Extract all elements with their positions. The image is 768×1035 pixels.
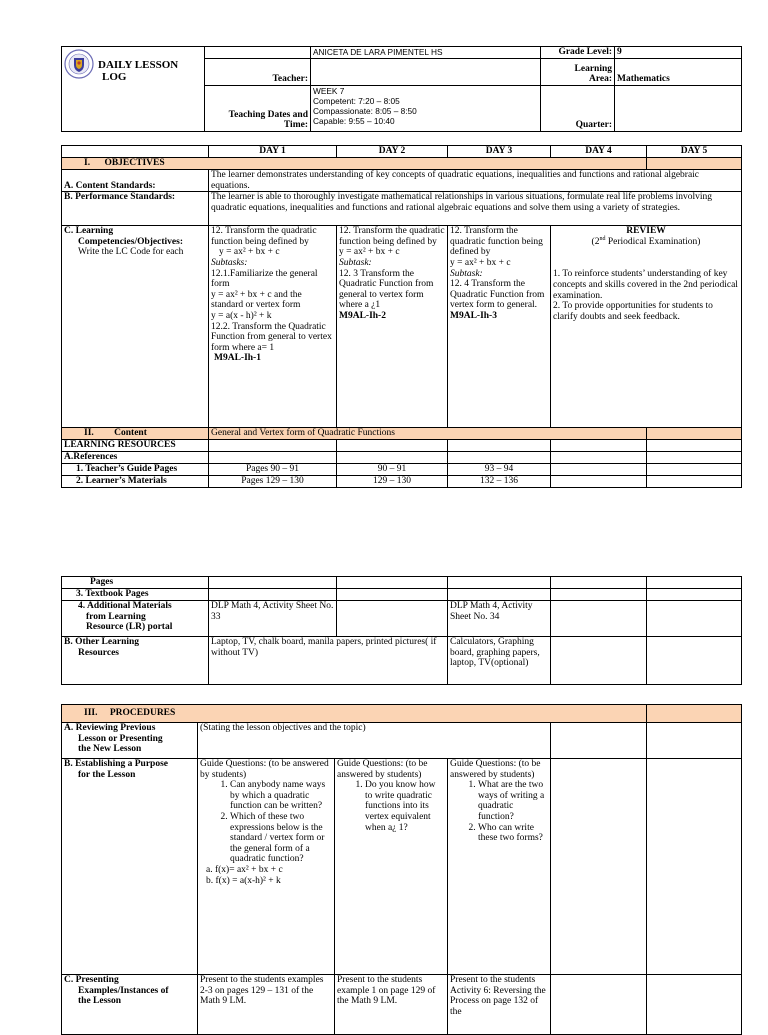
teaching-dates-label: Teaching Dates and Time:	[205, 86, 311, 132]
quarter-value	[615, 86, 742, 132]
lc-code-day1: M9AL-Ih-1	[214, 353, 261, 364]
other-resources-label: B. Other Learning Resources	[62, 637, 209, 685]
tg-day2: 90 – 91	[337, 464, 448, 476]
procedures-table	[61, 704, 742, 1035]
additional-materials-day3: DLP Math 4, Activity Sheet No. 34	[448, 601, 551, 637]
content-standards-text: The learner demonstrates understanding of key concepts of quadratic equations, inequalities and functions and rational algebraic equations.	[209, 170, 742, 192]
presenting-day2: Present to the students example 1 on page 129 of the Math 9 LM.	[335, 975, 448, 1035]
lc-code-day3: M9AL-Ih-3	[450, 310, 497, 321]
competencies-label: C. Learning Competencies/Objectives: Write the LC Code for each	[62, 226, 209, 428]
day4-review	[551, 226, 742, 428]
day1-competencies: 12. Transform the quadratic function being defined by y = ax² + bx + c Subtasks: 12.1.Familiarize the general form y = ax² + bx + c and the standard or vertex form y = a(x - h)² + k 12.2. Transform the Quadratic Function from general to vertex form where a= 1 M9AL-Ih-1	[209, 226, 337, 428]
teachers-guide-label: 1. Teacher’s Guide Pages	[62, 464, 209, 476]
review-point-2: 2. To provide opportunities for students to clarify doubts and seek feedback.	[553, 301, 713, 322]
purpose-day2: Guide Questions: (to be answered by students) 1. Do you know how to write quadratic functions into its vertex equivalent when a¿ 1?	[335, 759, 448, 975]
teacher-label: Teacher:	[205, 59, 311, 86]
pages-label: Pages	[62, 577, 209, 589]
lc-code-day2: M9AL-Ih-2	[339, 310, 386, 321]
other-resources-day3: Calculators, Graphing board, graphing papers, laptop, TV(optional)	[448, 637, 551, 685]
content-text: General and Vertex form of Quadratic Functions	[209, 428, 647, 440]
lm-day2: 129 – 130	[337, 476, 448, 488]
day2-header: DAY 2	[337, 146, 448, 158]
purpose-day3: Guide Questions: (to be answered by students) 1. What are the two ways of writing a quadratic function? 2. Who can write these two forms?	[448, 759, 551, 975]
day2-competencies: 12. Transform the quadratic function being defined by y = ax² + bx + c Subtask: 12. 3 Transform the Quadratic Function from general to vertex form where a ¿1 M9AL-Ih-2	[337, 226, 448, 428]
header-table	[61, 46, 742, 132]
time-capable: Capable: 9:55 – 10:40	[313, 116, 395, 126]
review-point-1: 1. To reinforce students’ understanding of key concepts and skills covered in the 2nd periodical examination.	[553, 269, 738, 301]
teaching-times	[311, 86, 541, 132]
grade-value: 9	[615, 47, 742, 59]
teacher-value	[311, 59, 541, 86]
lm-day3: 132 – 136	[448, 476, 551, 488]
quarter-label: Quarter:	[541, 86, 615, 132]
other-resources-day1: Laptop, TV, chalk board, manila papers, printed pictures( if without TV)	[209, 637, 448, 685]
performance-standards-text: The learner is able to thoroughly investigate mathematical relationships in various situations, formulate real life problems involving quadratic equations, inequalities and functions and rational algebraic equations and solve them using a variety of strategies.	[209, 192, 742, 226]
day4-header: DAY 4	[551, 146, 647, 158]
objectives-heading: I. OBJECTIVES	[62, 158, 647, 170]
review-title: REVIEW	[626, 226, 666, 237]
review-subtitle: (2nd Periodical Examination)	[591, 235, 701, 247]
dll-title-line2: LOG	[102, 71, 127, 83]
school-name: ANICETA DE LARA PIMENTEL HS	[311, 47, 541, 59]
school-label-cell	[205, 47, 311, 59]
purpose-day1: Guide Questions: (to be answered by students) 1. Can anybody name ways by which a quadratic function can be written? 2. Which of these two expressions below is the standard / vertex form or the general form of a quadratic function? a. f(x)= ax² + bx + c b. f(x) = a(x-h)² + k	[198, 759, 335, 975]
additional-materials-label: 4. Additional Materials from Learning Resource (LR) portal	[62, 601, 209, 637]
logo-cell	[62, 47, 205, 132]
time-compassionate: Compassionate: 8:05 – 8:50	[313, 106, 417, 116]
content-standards-label: A. Content Standards:	[62, 170, 209, 192]
learning-area-label: Learning Area:	[541, 59, 615, 86]
day5-header: DAY 5	[647, 146, 742, 158]
references-label: A.References	[62, 452, 209, 464]
procedures-heading: III. PROCEDURES	[62, 705, 647, 723]
deped-seal-icon	[64, 49, 94, 79]
day3-competencies: 12. Transform the quadratic function being defined by y = ax² + bx + c Subtask: 12. 4 Transform the Quadratic Function from vertex form to general. M9AL-Ih-3	[448, 226, 551, 428]
resources-table	[61, 576, 742, 685]
reviewing-previous-text: (Stating the lesson objectives and the topic)	[198, 723, 551, 759]
reviewing-previous-label: A. Reviewing Previous Lesson or Presenting the New Lesson	[62, 723, 198, 759]
performance-standards-label: B. Performance Standards:	[62, 192, 209, 226]
presenting-day1: Present to the students examples 2-3 on pages 129 – 131 of the Math 9 LM.	[198, 975, 335, 1035]
tg-day1: Pages 90 – 91	[209, 464, 337, 476]
learning-area-value: Mathematics	[615, 59, 742, 86]
objectives-table	[61, 145, 742, 488]
learners-materials-label: 2. Learner’s Materials	[62, 476, 209, 488]
presenting-day3: Present to the students Activity 6: Reversing the Process on page 132 of the	[448, 975, 551, 1035]
week-label: WEEK 7	[313, 86, 345, 96]
learning-resources-heading: LEARNING RESOURCES	[62, 440, 209, 452]
additional-materials-day1: DLP Math 4, Activity Sheet No. 33	[209, 601, 337, 637]
content-heading: II. Content	[62, 428, 209, 440]
grade-label: Grade Level:	[541, 47, 615, 59]
day3-header: DAY 3	[448, 146, 551, 158]
presenting-examples-label: C. Presenting Examples/Instances of the Lesson	[62, 975, 198, 1035]
dll-title-line1: DAILY LESSON	[98, 59, 179, 71]
establishing-purpose-label: B. Establishing a Purpose for the Lesson	[62, 759, 198, 975]
lm-day1: Pages 129 – 130	[209, 476, 337, 488]
tg-day3: 93 – 94	[448, 464, 551, 476]
time-competent: Competent: 7:20 – 8:05	[313, 96, 400, 106]
day1-header: DAY 1	[209, 146, 337, 158]
textbook-pages-label: 3. Textbook Pages	[62, 589, 209, 601]
